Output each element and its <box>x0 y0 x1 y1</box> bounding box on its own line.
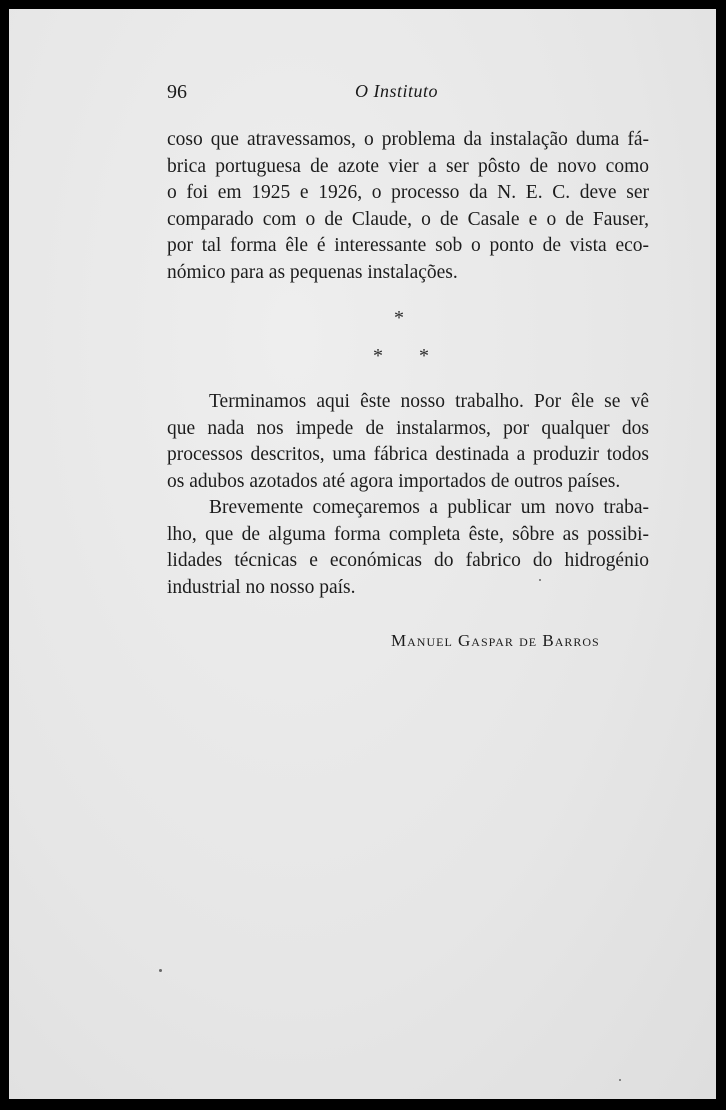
text-line: Terminamos aqui êste nosso trabalho. Por êle se vê <box>209 391 649 412</box>
text-line: coso que atravessamos, o problema da instalação duma fá- <box>167 129 649 150</box>
text-line: lho, que de alguma forma completa êste, sôbre as possibi- <box>167 523 649 545</box>
paragraph-continuation <box>167 127 649 286</box>
text-line: o foi em 1925 e 1926, o processo da N. E. C. deve ser <box>167 182 649 203</box>
text-line: os adubos azotados até agora importados de outros países. <box>167 470 621 492</box>
asterism-right: * <box>419 345 429 367</box>
text-line: brica portuguesa de azote vier a ser pôsto de novo como <box>167 155 649 177</box>
book-page <box>9 9 716 1099</box>
text-line: Brevemente começaremos a publicar um novo traba- <box>209 497 649 518</box>
closing-paragraphs <box>167 389 649 601</box>
text-line: processos descritos, uma fábrica destinada a produzir todos <box>167 444 649 465</box>
paper-speck <box>539 579 541 581</box>
running-title: O Instituto <box>355 81 439 101</box>
page-header <box>167 81 652 111</box>
text-line: comparado com o de Claude, o de Casale e o de Fauser, <box>167 208 649 230</box>
paper-speck <box>159 969 162 972</box>
text-line: nómico para as pequenas instalações. <box>167 261 458 283</box>
asterism-left: * <box>373 345 383 367</box>
text-line: lidades técnicas e económicas do fabrico do hidrogénio <box>167 550 649 571</box>
page-number: 96 <box>167 81 187 103</box>
author-signature: Manuel Gaspar de Barros <box>391 631 600 650</box>
text-line: que nada nos impede de instalarmos, por qualquer dos <box>167 417 649 439</box>
paper-speck <box>619 1079 621 1081</box>
asterism-top: * <box>394 307 404 329</box>
text-line: por tal forma êle é interessante sob o ponto de vista eco- <box>167 235 649 256</box>
text-line: industrial no nosso país. <box>167 576 356 598</box>
